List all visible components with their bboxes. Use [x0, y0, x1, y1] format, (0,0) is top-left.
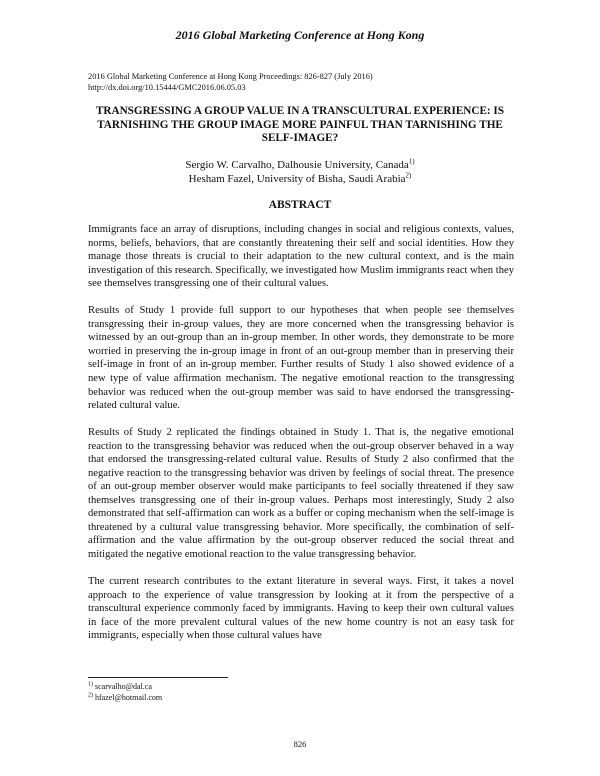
- doi-link[interactable]: http://dx.doi.org/10.15444/GMC2016.06.05.03: [88, 82, 246, 92]
- footnote-mark: 1): [88, 681, 93, 688]
- author-footnote-mark: 1): [408, 157, 415, 166]
- author-name: Sergio W. Carvalho, Dalhousie University, Canada: [185, 159, 409, 171]
- paragraph: Results of Study 1 provide full support to our hypotheses that when people see themselves transgressing their in-group values, they are more concerned when the transgressing behavior is witnessed by an out-group than an in-group member. In other words, they demonstrate to be more worried in preserving the in-group image in front of an out-group member than in preserving their self-image in front of an in-group member. Further results of Study 1 also showed evidence of a new type of value affirmation mechanism. The negative emotional reaction to the transgressing behavior was reduced when the out-group member was said to have endorsed the transgressing-related cultural value.: [88, 305, 514, 412]
- footnote: [88, 681, 388, 692]
- abstract-body: [88, 223, 514, 656]
- proceedings-info: [88, 72, 528, 93]
- footnote-email[interactable]: scarvalho@dal.ca: [95, 682, 152, 691]
- paragraph: Results of Study 2 replicated the findings obtained in Study 1. That is, the negative emotional reaction to the transgressing behavior was reduced when the out-group observer behaved in a way that endorsed the transgressing-related cultural value. Results of Study 2 also confirmed that the negative reaction to the transgressing behavior was driven by feelings of social threat. The presence of an out-group member observer would make participants to feel socially threatened if they saw themselves transgressing one of their in-group values. Perhaps most interestingly, Study 2 also demonstrated that self-affirmation can work as a buffer or coping mechanism when the self-image is threatened by a cultural value transgressing behavior. More specifically, the combination of self-affirmation and the value affirmation by the out-group observer reduced the social threat and mitigated the negative emotional reaction to the value transgressing behavior.: [88, 427, 514, 561]
- footnote-mark: 2): [88, 692, 93, 699]
- footnote-divider: [88, 677, 228, 678]
- author-footnote-mark: 2): [405, 171, 412, 180]
- footnote-email[interactable]: hfazel@hotmail.com: [95, 693, 163, 702]
- footnotes: [88, 681, 388, 703]
- author-name: Hesham Fazel, University of Bisha, Saudi Arabia: [188, 173, 406, 185]
- abstract-heading: ABSTRACT: [268, 199, 332, 211]
- footnote: [88, 692, 388, 703]
- author-line: [80, 172, 520, 186]
- page-number: 826: [293, 739, 307, 749]
- author-line: [80, 158, 520, 172]
- proceedings-citation: 2016 Global Marketing Conference at Hong Kong Proceedings: 826-827 (July 2016): [88, 72, 373, 81]
- paragraph: Immigrants face an array of disruptions, including changes in social and religious contexts, values, norms, beliefs, behaviors, that are constantly threatening their self and social identities. How they manage those threats is crucial to their adaptation to the new cultural context, and is the main investigation of this research. Specifically, we investigated how Muslim immigrants react when they see themselves transgressing one of their cultural values.: [88, 224, 514, 290]
- paragraph: The current research contributes to the extant literature in several ways. First, it takes a novel approach to the experience of value transgression by looking at it from the perspective of a transcultural experience commonly faced by immigrants. Having to keep their own cultural values in face of the more prevalent cultural values of the new home country is not an easy task for immigrants, especially when those cultural values have: [88, 576, 514, 642]
- running-head: 2016 Global Marketing Conference at Hong Kong: [175, 28, 425, 42]
- paper-title: TRANSGRESSING A GROUP VALUE IN A TRANSCULTURAL EXPERIENCE: IS TARNISHING THE GROUP IMAGE MORE PAINFUL THAN TARNISHING THE SELF-IMAGE?: [95, 105, 505, 144]
- author-list: [80, 158, 520, 186]
